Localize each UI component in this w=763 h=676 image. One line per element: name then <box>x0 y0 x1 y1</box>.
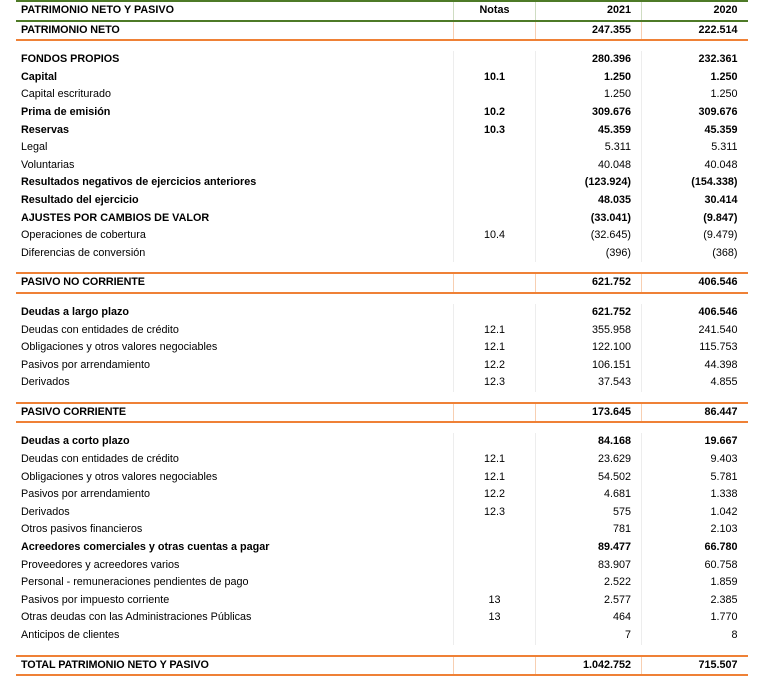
row-label: Otros pasivos financieros <box>21 523 143 536</box>
spacer-row <box>17 262 748 273</box>
row-value-2021: 45.359 <box>536 122 642 140</box>
row-value-2021: (32.645) <box>536 227 642 245</box>
table-row <box>17 122 748 140</box>
table-row <box>17 192 748 210</box>
row-value-2021: 83.907 <box>536 557 642 575</box>
row-label: Operaciones de cobertura <box>21 229 146 242</box>
row-label: Diferencias de conversión <box>21 246 146 259</box>
spacer-cell <box>17 40 748 51</box>
row-note-reference: 12.1 <box>454 339 536 357</box>
row-value-2021: 2.577 <box>536 592 642 610</box>
row-label: Reservas <box>21 123 70 136</box>
row-value-2020: 115.753 <box>642 339 748 357</box>
row-value-2020: 4.855 <box>642 374 748 392</box>
row-value-2021: 7 <box>536 627 642 645</box>
row-value-2020: 8 <box>642 627 748 645</box>
spacer-row <box>17 40 748 51</box>
spacer-cell <box>17 422 748 433</box>
row-note-reference <box>454 174 536 192</box>
row-label: Pasivos por arrendamiento <box>21 358 151 371</box>
section-header-row <box>17 656 748 676</box>
row-value-2021: 4.681 <box>536 486 642 504</box>
row-note-reference <box>454 210 536 228</box>
row-note-reference <box>454 139 536 157</box>
row-note-reference: 12.1 <box>454 469 536 487</box>
row-label: Resultados negativos de ejercicios anteriores <box>21 176 257 189</box>
table-row <box>17 157 748 175</box>
row-note-reference: 13 <box>454 609 536 627</box>
row-note-reference <box>454 656 536 676</box>
table-row <box>17 627 748 645</box>
row-label: Pasivos por arrendamiento <box>21 488 151 501</box>
table-header-row <box>17 1 748 21</box>
row-value-2021: 621.752 <box>536 304 642 322</box>
row-value-2020: 232.361 <box>642 51 748 69</box>
spacer-row <box>17 645 748 656</box>
row-label: Personal - remuneraciones pendientes de pago <box>21 576 249 589</box>
row-label: AJUSTES POR CAMBIOS DE VALOR <box>21 211 210 224</box>
row-value-2021: 1.250 <box>536 69 642 87</box>
table-row <box>17 86 748 104</box>
row-value-2020: 1.250 <box>642 69 748 87</box>
row-note-reference <box>454 21 536 41</box>
row-value-2021: 23.629 <box>536 451 642 469</box>
row-label: Legal <box>21 141 48 154</box>
row-note-reference <box>454 627 536 645</box>
row-value-2020: 40.048 <box>642 157 748 175</box>
row-note-reference: 12.3 <box>454 504 536 522</box>
row-value-2020: 1.338 <box>642 486 748 504</box>
row-label: Obligaciones y otros valores negociables <box>21 341 218 354</box>
row-value-2021: 280.396 <box>536 51 642 69</box>
row-label: Proveedores y acreedores varios <box>21 558 180 571</box>
row-value-2021: 37.543 <box>536 374 642 392</box>
row-value-2020: 30.414 <box>642 192 748 210</box>
section-label: PASIVO CORRIENTE <box>17 403 454 423</box>
row-value-2021: 309.676 <box>536 104 642 122</box>
table-row <box>17 139 748 157</box>
row-value-2021: 84.168 <box>536 433 642 451</box>
column-header-year-2021: 2021 <box>536 1 642 21</box>
spacer-cell <box>17 392 748 403</box>
row-label: Deudas con entidades de crédito <box>21 453 179 466</box>
row-note-reference <box>454 304 536 322</box>
row-value-2020: (9.847) <box>642 210 748 228</box>
table-row <box>17 245 748 263</box>
column-header-year-2020: 2020 <box>642 1 748 21</box>
row-value-2020: 309.676 <box>642 104 748 122</box>
row-value-2021: 48.035 <box>536 192 642 210</box>
row-value-2020: 1.250 <box>642 86 748 104</box>
row-value-2020: (368) <box>642 245 748 263</box>
row-value-2021: 5.311 <box>536 139 642 157</box>
row-label: Derivados <box>21 376 70 389</box>
row-value-2020: 715.507 <box>642 656 748 676</box>
row-note-reference: 12.3 <box>454 374 536 392</box>
row-value-2020: 5.781 <box>642 469 748 487</box>
table-row <box>17 574 748 592</box>
row-value-2020: 86.447 <box>642 403 748 423</box>
row-value-2021: (123.924) <box>536 174 642 192</box>
row-note-reference <box>454 192 536 210</box>
table-row <box>17 51 748 69</box>
row-value-2020: 1.859 <box>642 574 748 592</box>
row-value-2020: 60.758 <box>642 557 748 575</box>
row-value-2021: 621.752 <box>536 273 642 293</box>
row-value-2020: 44.398 <box>642 357 748 375</box>
table-body <box>17 21 748 676</box>
row-note-reference: 12.2 <box>454 486 536 504</box>
row-value-2020: 222.514 <box>642 21 748 41</box>
spacer-cell <box>17 262 748 273</box>
row-value-2021: 173.645 <box>536 403 642 423</box>
table-row <box>17 339 748 357</box>
row-label: Otras deudas con las Administraciones Públicas <box>21 611 252 624</box>
section-label: PASIVO NO CORRIENTE <box>17 273 454 293</box>
table-row <box>17 521 748 539</box>
row-value-2021: (396) <box>536 245 642 263</box>
row-label: Acreedores comerciales y otras cuentas a pagar <box>21 541 270 554</box>
row-value-2020: 241.540 <box>642 322 748 340</box>
row-value-2021: 2.522 <box>536 574 642 592</box>
row-note-reference <box>454 433 536 451</box>
row-note-reference <box>454 539 536 557</box>
balance-sheet-table <box>16 0 748 676</box>
row-label: Obligaciones y otros valores negociables <box>21 470 218 483</box>
table-row <box>17 174 748 192</box>
section-header-row <box>17 273 748 293</box>
row-value-2021: 781 <box>536 521 642 539</box>
table-row <box>17 469 748 487</box>
row-value-2020: 2.103 <box>642 521 748 539</box>
row-value-2020: 1.770 <box>642 609 748 627</box>
row-label: Capital escriturado <box>21 88 112 101</box>
table-row <box>17 322 748 340</box>
row-note-reference: 10.4 <box>454 227 536 245</box>
table-row <box>17 433 748 451</box>
row-note-reference: 10.3 <box>454 122 536 140</box>
row-value-2020: 406.546 <box>642 273 748 293</box>
row-note-reference <box>454 86 536 104</box>
spacer-cell <box>17 293 748 304</box>
row-note-reference <box>454 245 536 263</box>
row-note-reference <box>454 273 536 293</box>
row-label: Prima de emisión <box>21 105 111 118</box>
row-label: Derivados <box>21 505 70 518</box>
column-header-notas: Notas <box>454 1 536 21</box>
spacer-row <box>17 392 748 403</box>
table-row <box>17 451 748 469</box>
row-value-2020: 1.042 <box>642 504 748 522</box>
row-value-2021: 1.250 <box>536 86 642 104</box>
row-value-2020: 45.359 <box>642 122 748 140</box>
table-row <box>17 304 748 322</box>
row-note-reference: 10.2 <box>454 104 536 122</box>
row-value-2021: 54.502 <box>536 469 642 487</box>
spacer-cell <box>17 645 748 656</box>
row-label: Anticipos de clientes <box>21 629 120 641</box>
row-value-2020: 66.780 <box>642 539 748 557</box>
table-row <box>17 357 748 375</box>
spacer-row <box>17 422 748 433</box>
row-label: Deudas con entidades de crédito <box>21 323 179 336</box>
section-label: TOTAL PATRIMONIO NETO Y PASIVO <box>17 656 454 676</box>
row-value-2020: 2.385 <box>642 592 748 610</box>
table-row <box>17 374 748 392</box>
row-note-reference: 13 <box>454 592 536 610</box>
spacer-row <box>17 293 748 304</box>
row-value-2020: (154.338) <box>642 174 748 192</box>
row-label: Capital <box>21 70 57 83</box>
section-header-row <box>17 403 748 423</box>
row-value-2021: 106.151 <box>536 357 642 375</box>
row-value-2020: 9.403 <box>642 451 748 469</box>
column-header-concept: PATRIMONIO NETO Y PASIVO <box>17 1 454 21</box>
row-note-reference <box>454 51 536 69</box>
row-value-2021: 89.477 <box>536 539 642 557</box>
row-value-2020: 5.311 <box>642 139 748 157</box>
row-label: Pasivos por impuesto corriente <box>21 593 170 606</box>
row-value-2021: 247.355 <box>536 21 642 41</box>
section-label: PATRIMONIO NETO <box>17 21 454 41</box>
row-label: Voluntarias <box>21 158 75 171</box>
row-value-2020: 406.546 <box>642 304 748 322</box>
row-value-2021: 464 <box>536 609 642 627</box>
row-note-reference: 12.2 <box>454 357 536 375</box>
row-value-2020: 19.667 <box>642 433 748 451</box>
row-note-reference <box>454 557 536 575</box>
section-header-row <box>17 21 748 41</box>
table-row <box>17 504 748 522</box>
row-note-reference: 10.1 <box>454 69 536 87</box>
table-row <box>17 69 748 87</box>
table-row <box>17 557 748 575</box>
table-row <box>17 592 748 610</box>
row-value-2021: 1.042.752 <box>536 656 642 676</box>
row-value-2020: (9.479) <box>642 227 748 245</box>
row-label: FONDOS PROPIOS <box>21 53 120 66</box>
row-note-reference: 12.1 <box>454 322 536 340</box>
table-row <box>17 609 748 627</box>
table-row <box>17 104 748 122</box>
table-row <box>17 210 748 228</box>
row-value-2021: 40.048 <box>536 157 642 175</box>
row-label: Resultado del ejercicio <box>21 193 139 206</box>
table-row <box>17 539 748 557</box>
table-row <box>17 227 748 245</box>
row-note-reference <box>454 403 536 423</box>
row-note-reference <box>454 157 536 175</box>
row-note-reference <box>454 574 536 592</box>
row-note-reference <box>454 521 536 539</box>
row-value-2021: 122.100 <box>536 339 642 357</box>
row-value-2021: (33.041) <box>536 210 642 228</box>
row-value-2021: 355.958 <box>536 322 642 340</box>
row-note-reference: 12.1 <box>454 451 536 469</box>
row-value-2021: 575 <box>536 504 642 522</box>
row-label: Deudas a corto plazo <box>21 435 130 448</box>
row-label: Deudas a largo plazo <box>21 305 129 318</box>
table-header <box>17 1 748 21</box>
table-row <box>17 486 748 504</box>
